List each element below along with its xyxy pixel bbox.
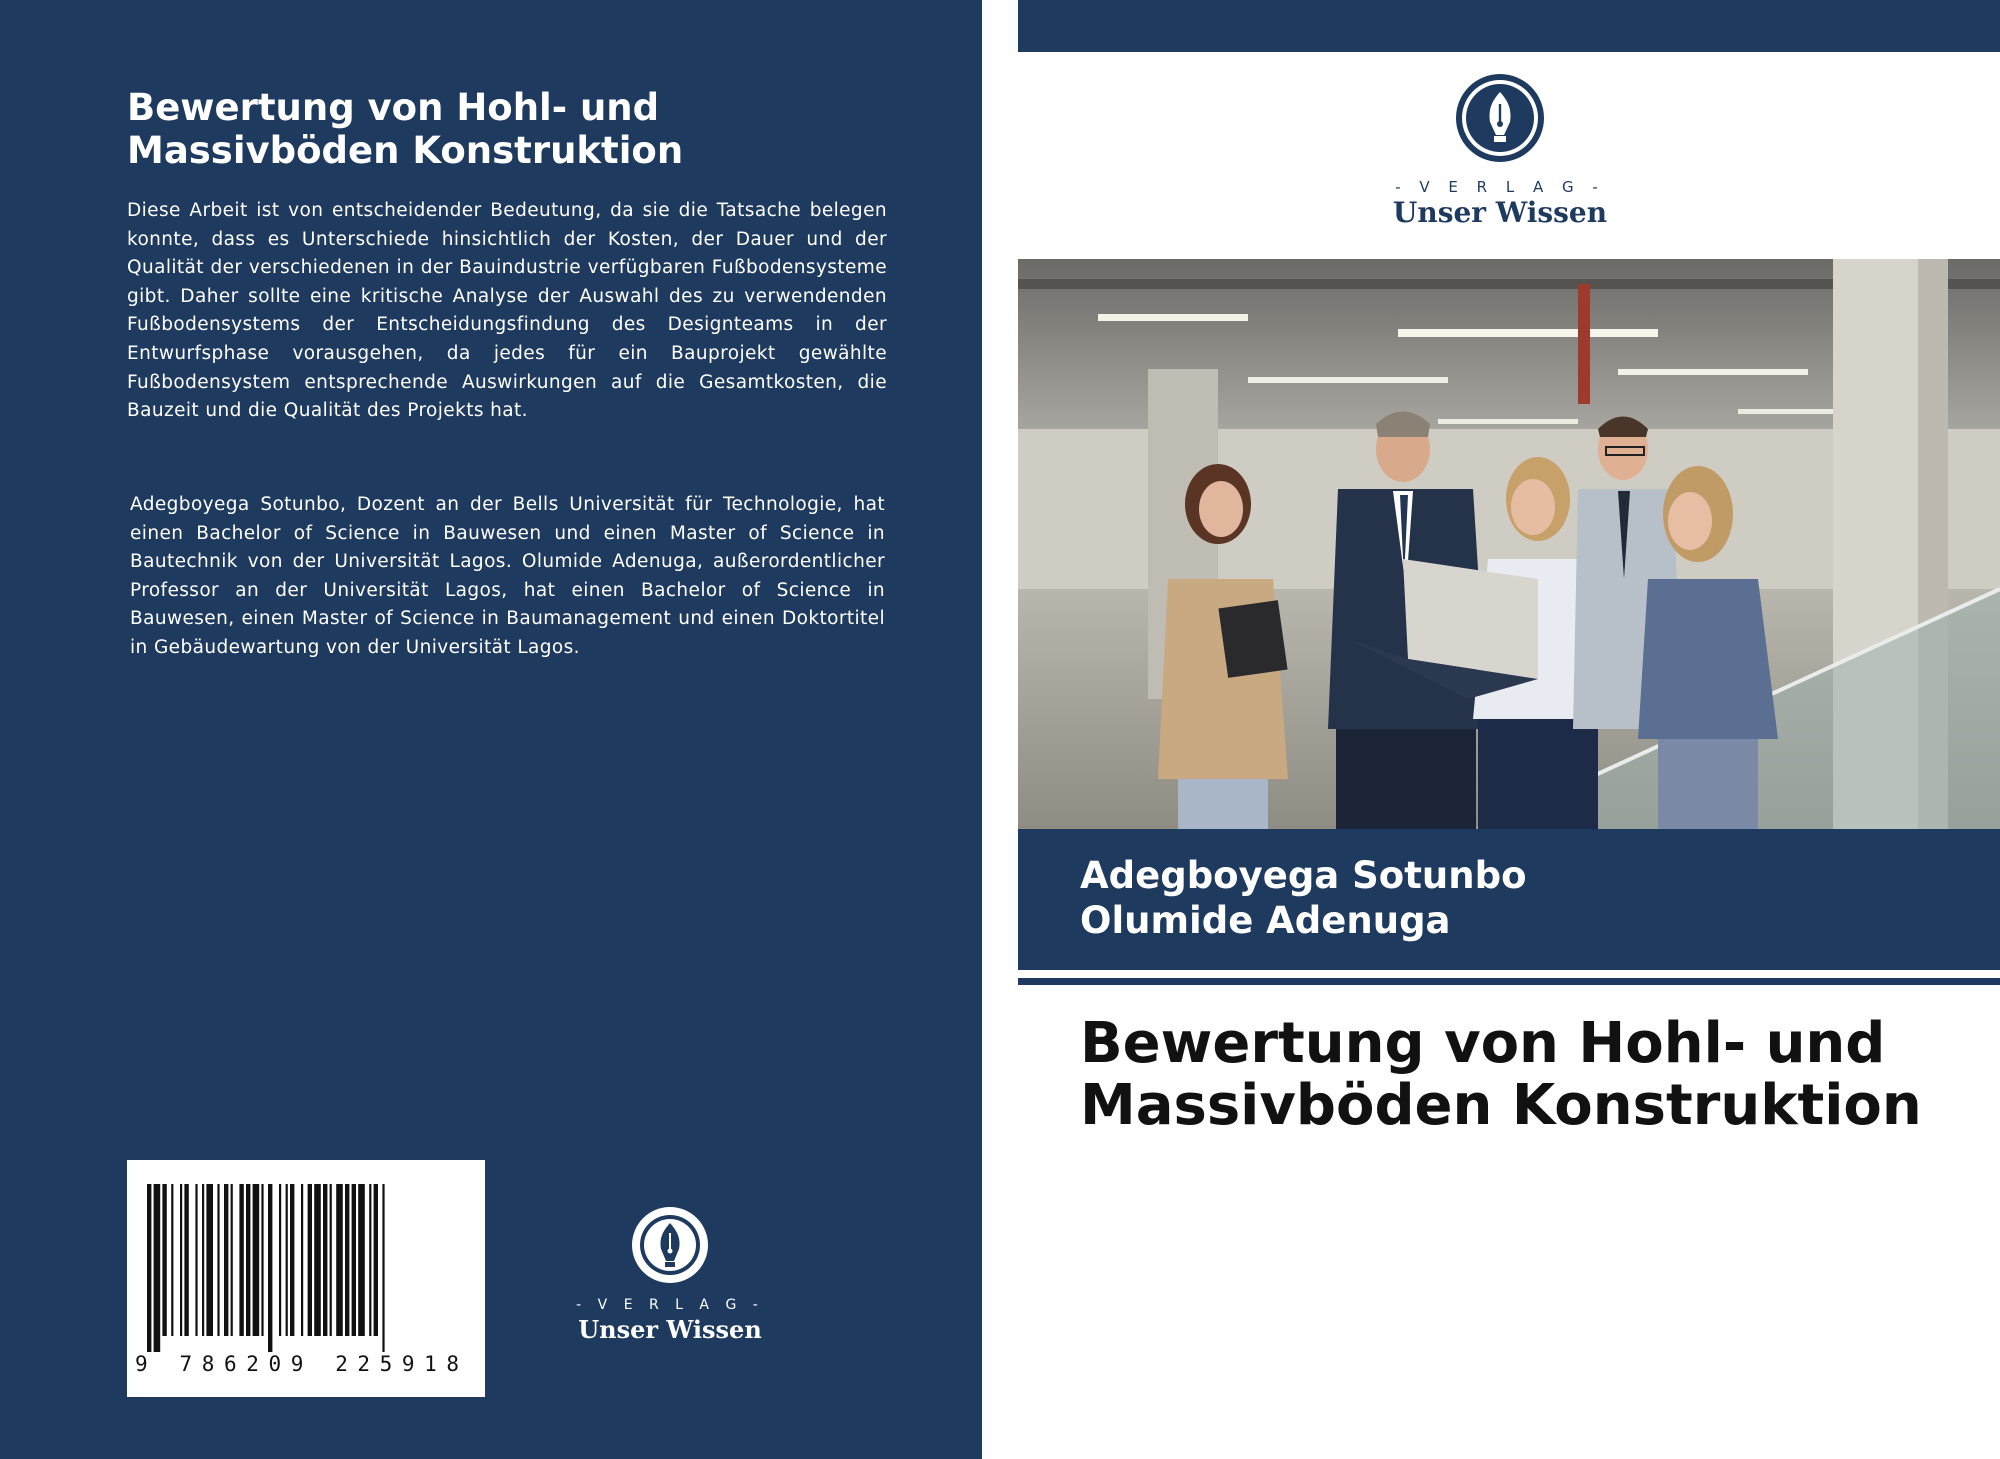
- barcode-bar: [217, 1184, 219, 1336]
- barcode-bar: [253, 1184, 260, 1336]
- front-cover-title: [1080, 1013, 1980, 1137]
- logo-brand-text-front: Unser Wissen: [1392, 196, 1608, 229]
- logo-verlag-text-back: - V E R L A G -: [576, 1297, 764, 1313]
- barcode-bar: [382, 1184, 384, 1352]
- barcode-bar: [279, 1184, 281, 1336]
- barcode-bar: [336, 1184, 343, 1336]
- barcode-bar: [345, 1184, 349, 1336]
- book-spine: [982, 0, 1018, 1459]
- barcode-bar: [224, 1184, 228, 1336]
- business-team-with-laptop-photo: [1018, 259, 2000, 829]
- barcode-bar: [268, 1184, 272, 1352]
- author-name-1: Adegboyega Sotunbo: [1080, 854, 1527, 897]
- front-top-bar: [1018, 0, 2000, 52]
- barcode-bar: [195, 1184, 197, 1336]
- front-title-line-2: Massivböden Konstruktion: [1080, 1073, 1922, 1138]
- barcode-bar: [330, 1184, 332, 1336]
- barcode-bar: [180, 1184, 182, 1336]
- barcode-bars: [147, 1184, 465, 1352]
- publisher-logo-front: [1380, 72, 1620, 229]
- back-title-line-2: Massivböden Konstruktion: [127, 129, 684, 172]
- logo-verlag-text-front: - V E R L A G -: [1395, 178, 1605, 196]
- barcode-bar: [369, 1184, 371, 1336]
- barcode-bar: [162, 1184, 166, 1336]
- logo-brand-text-back: Unser Wissen: [578, 1315, 762, 1344]
- cover-photo-illustration: [1018, 259, 2000, 829]
- back-cover-title: [127, 86, 907, 172]
- barcode-bar: [171, 1184, 173, 1336]
- barcode-bar: [358, 1184, 365, 1336]
- barcode-bar: [231, 1184, 233, 1336]
- publisher-logo-back: [575, 1205, 765, 1344]
- barcode-bar: [261, 1184, 263, 1336]
- barcode-bar: [308, 1184, 312, 1336]
- barcode-bar: [286, 1184, 288, 1336]
- front-title-line-1: Bewertung von Hohl- und: [1080, 1011, 1886, 1076]
- isbn-barcode: [127, 1160, 485, 1397]
- isbn-digits: 9 786209 225918: [135, 1352, 469, 1376]
- fountain-pen-nib-icon: [1454, 72, 1546, 164]
- back-cover: [0, 0, 982, 1459]
- barcode-bar: [147, 1184, 151, 1352]
- barcode-bar: [154, 1184, 161, 1352]
- divider-line: [1018, 978, 2000, 985]
- author-band: [1018, 829, 2000, 970]
- fountain-pen-nib-icon: [630, 1205, 710, 1285]
- barcode-bar: [314, 1184, 321, 1336]
- book-description: Diese Arbeit ist von entscheidender Bedeutung, da sie die Tatsache belegen konnte, dass es Unterschiede hinsichtlich der Kosten, der Dauer und der Qualität der verschiedenen in der Bauindustrie verfügbaren Fußbodensysteme gibt. Daher sollte eine kritische Analyse der Auswahl des zu verwendenden Fußbodensystems der Entscheidungsfindung des Designteams in der Entwurfsphase vorausgehen, da jedes für ein Bauprojekt gewählte Fußbodensystem entsprechende Auswirkungen auf die Gesamtkosten, die Bauzeit und die Qualität des Projekts hat.: [127, 200, 887, 422]
- back-title-line-1: Bewertung von Hohl- und: [127, 86, 660, 129]
- barcode-bar: [239, 1184, 243, 1336]
- barcode-bar: [323, 1184, 327, 1336]
- author-biography: Adegboyega Sotunbo, Dozent an der Bells Universität für Technologie, hat einen Bachelor of Science in Bauwesen und einen Master of Science in Bautechnik von der Universität Lagos. Olumide Adenuga, außerordentlicher Professor an der Universität Lagos, hat einen Bachelor of Science in Bauwesen, einen Master of Science in Baumanagement und einen Doktortitel in Gebäudewartung von der Universität Lagos.: [130, 494, 885, 658]
- author-name-2: Olumide Adenuga: [1080, 899, 1451, 942]
- barcode-bar: [290, 1184, 294, 1336]
- barcode-bar: [184, 1184, 188, 1336]
- barcode-bar: [206, 1184, 213, 1336]
- barcode-bar: [246, 1184, 250, 1336]
- barcode-bar: [374, 1184, 378, 1336]
- barcode-bar: [301, 1184, 303, 1336]
- barcode-bar: [352, 1184, 356, 1336]
- barcode-bar: [202, 1184, 204, 1336]
